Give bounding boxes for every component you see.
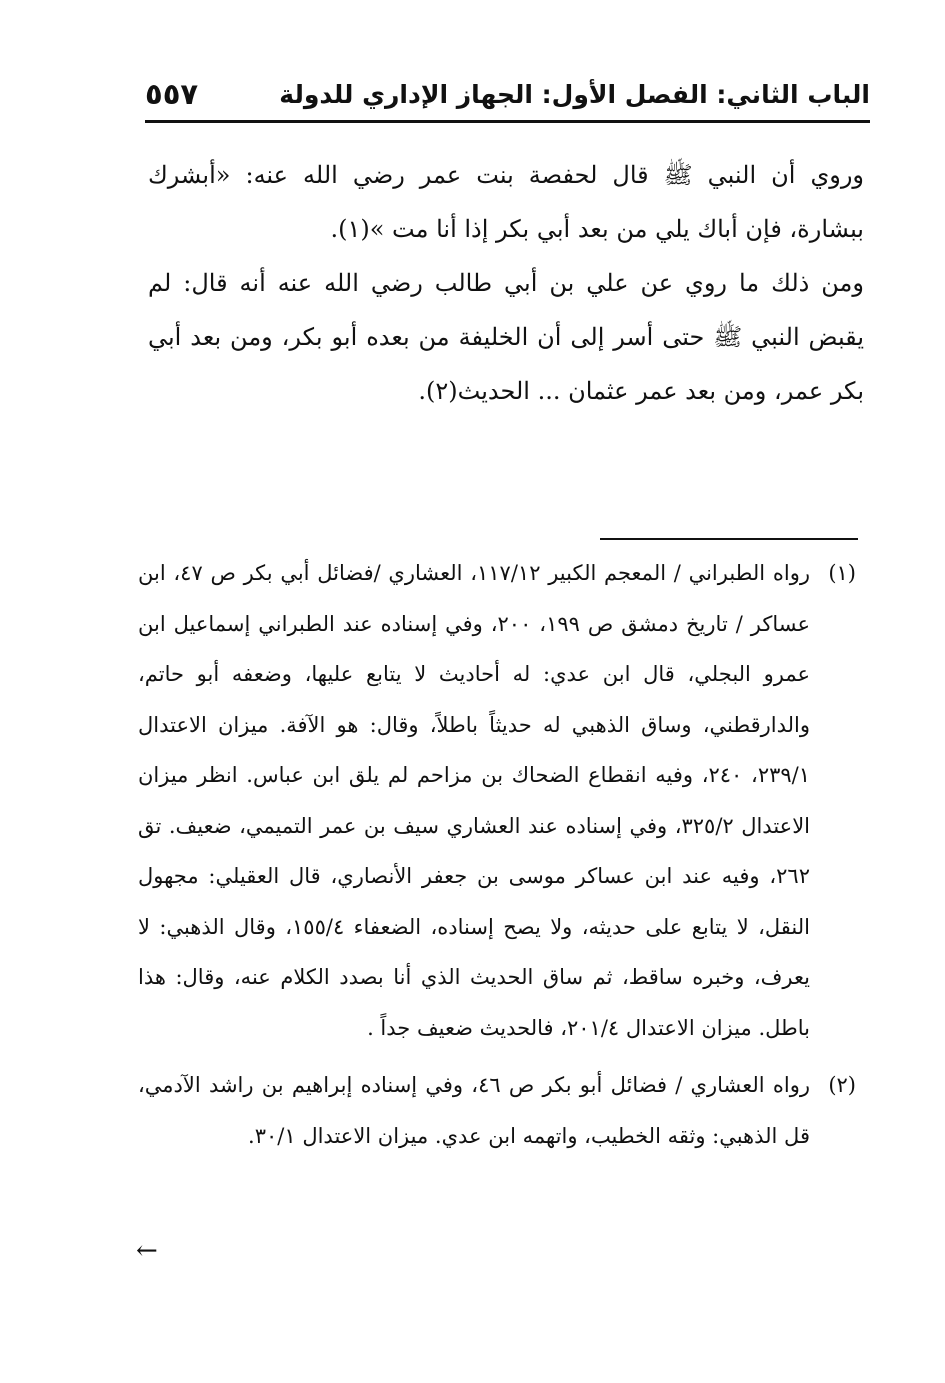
- continuation-arrow-icon: ←: [136, 1236, 158, 1266]
- paragraph: ومن ذلك ما روي عن علي بن أبي طالب رضي الله عنه أنه قال: لم يقبض النبي ﷺ حتى أسر إلى أن الخليفة من بعده أبو بكر، ومن بعد أبي بكر عمر، ومن بعد عمر عثمان ... الحديث(٢).: [148, 269, 864, 405]
- footnote: [138, 1060, 856, 1161]
- paragraph: وروي أن النبي ﷺ قال لحفصة بنت عمر رضي الله عنه: «أبشرك ببشارة، فإن أباك يلي من بعد أبي بكر إذا أنا مت »(١).: [148, 161, 864, 243]
- footnote-text: رواه الطبراني / المعجم الكبير ١١٧/١٢، العشاري /فضائل أبي بكر ص ٤٧، ابن عساكر / تاريخ دمشق ص ١٩٩، ٢٠٠، وفي إسناده عند الطبراني إسماعيل ابن عمرو البجلي، قال ابن عدي: له أحاديث لا يتابع عليها، وضعفه أبو حاتم، والدارقطني، وساق الذهبي له حديثاً باطلاً، وقال: هو الآفة. ميزان الاعتدال ٢٣٩/١، ٢٤٠، وفيه انقطاع الضحاك بن مزاحم لم يلق ابن عباس. انظر ميزان الاعتدال ٣٢٥/٢، وفي إسناده عند العشاري سيف بن عمر التميمي، ضعيف. تق ٢٦٢، وفيه عند ابن عساكر موسى بن جعفر الأنصاري، قال العقيلي: مجهول النقل، لا يتابع على حديثه، ولا يصح إسناده، الضعفاء ١٥٥/٤، وقال الذهبي: لا يعرف، وخبره ساقط، ثم ساق الحديث الذي أنا بصدد الكلام عنه، وقال: هذا باطل. ميزان الاعتدال ٢٠١/٤، فالحديث ضعيف جداً .: [138, 561, 811, 1040]
- page-number: ٥٥٧: [145, 77, 199, 111]
- page-header: [145, 72, 870, 116]
- footnote: [138, 548, 856, 1053]
- header-rule: [145, 120, 870, 123]
- footnote-separator: [600, 538, 858, 540]
- footnote-text: رواه العشاري / فضائل أبو بكر ص ٤٦، وفي إسناده إبراهيم بن راشد الآدمي، قل الذهبي: وثقه الخطيب، واتهمه ابن عدي. ميزان الاعتدال ٣٠/١.: [138, 1073, 810, 1148]
- footnotes: [138, 548, 856, 1161]
- main-text: [148, 148, 864, 418]
- footnote-number: (٢): [828, 1073, 856, 1097]
- footnote-number: (١): [828, 561, 856, 585]
- chapter-title: الباب الثاني: الفصل الأول: الجهاز الإداري للدولة: [279, 79, 870, 109]
